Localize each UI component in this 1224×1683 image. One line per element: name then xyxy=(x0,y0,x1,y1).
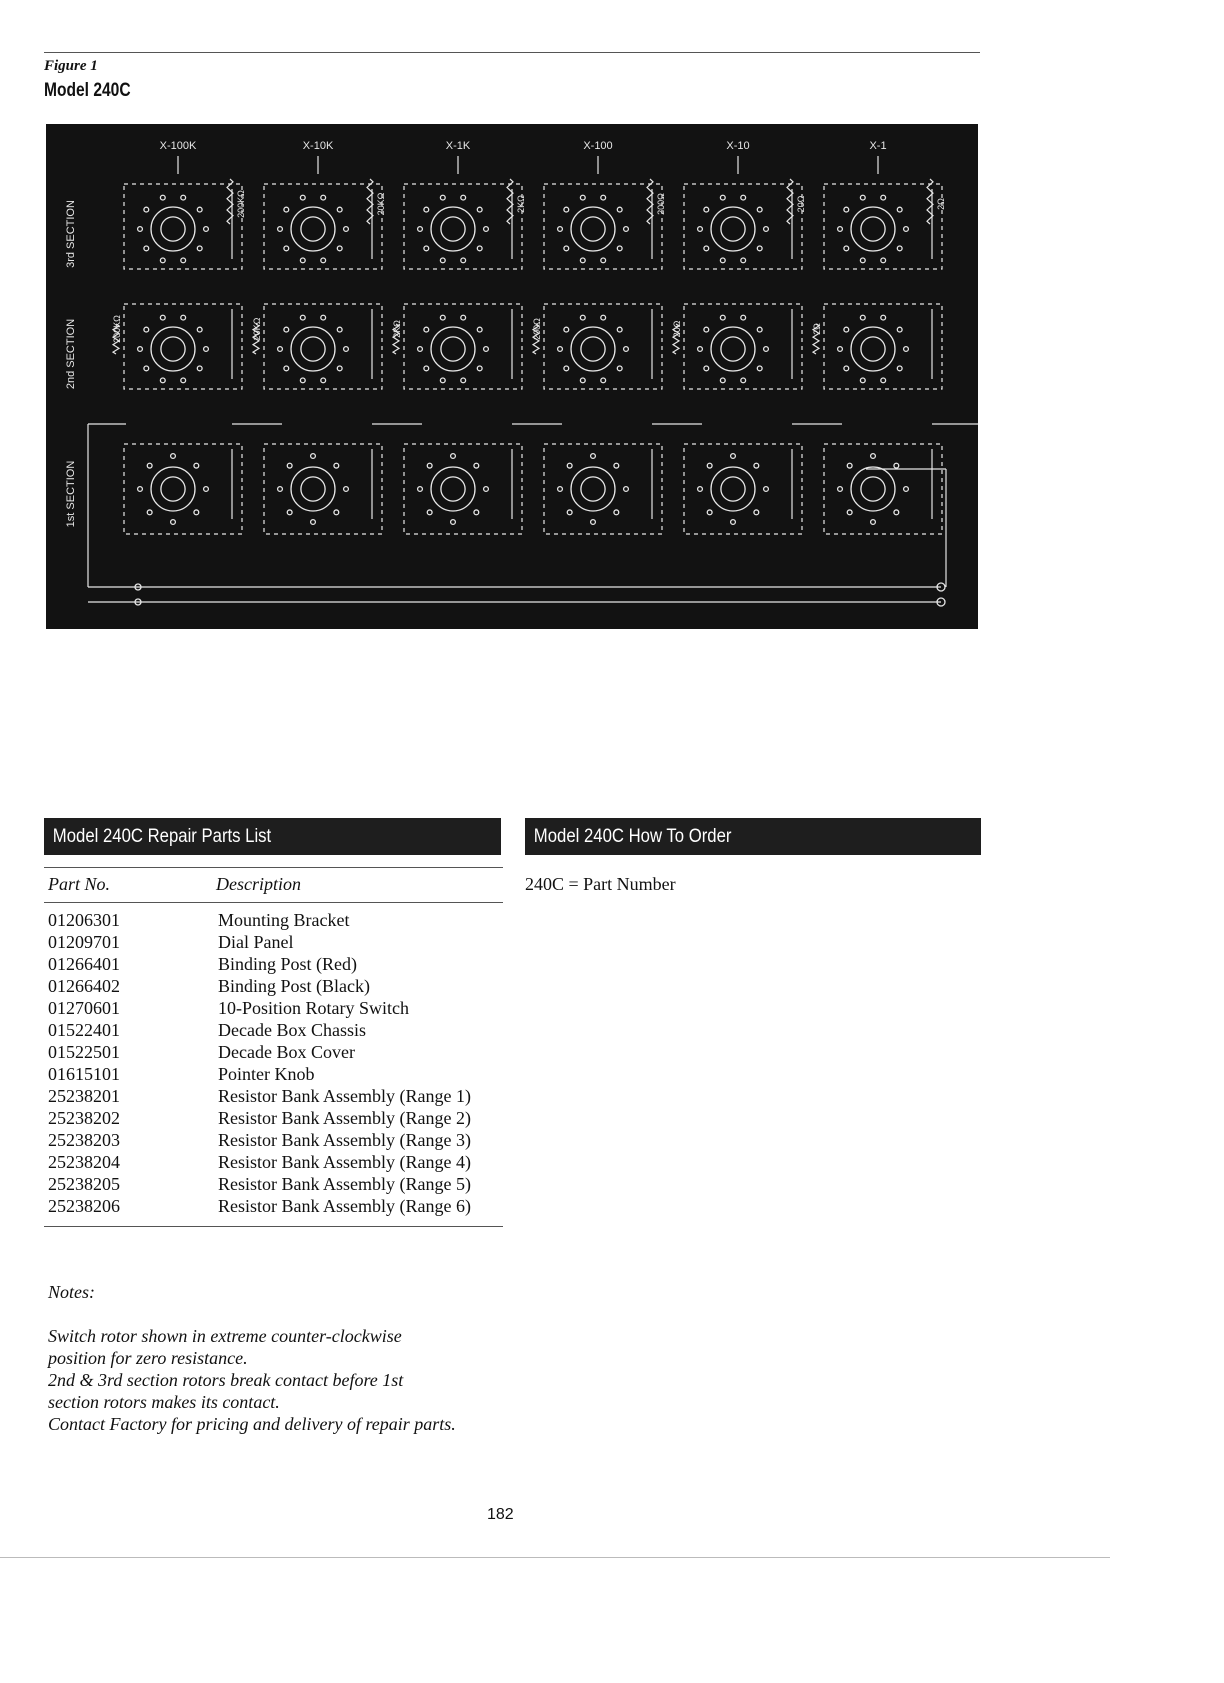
switch-contact xyxy=(617,246,622,251)
section-label: 2nd SECTION xyxy=(65,318,77,390)
switch-contact xyxy=(160,258,165,263)
note-line: position for zero resistance. xyxy=(48,1348,248,1368)
switch-contact xyxy=(321,258,326,263)
switch-contact xyxy=(321,195,326,200)
part-description: Resistor Bank Assembly (Range 6) xyxy=(218,1196,471,1216)
switch-contact xyxy=(197,246,202,251)
switch-contact xyxy=(591,520,596,525)
column-header-part-no: Part No. xyxy=(48,874,111,894)
section-box xyxy=(824,444,942,534)
switch-contact xyxy=(197,366,202,371)
table-row xyxy=(48,931,508,953)
rotor-outer xyxy=(571,327,615,371)
switch-contact xyxy=(477,327,482,332)
switch-contact xyxy=(894,510,899,515)
switch-contact xyxy=(181,258,186,263)
switch-contact xyxy=(278,227,283,232)
switch-contact xyxy=(838,487,843,492)
part-number: 01206301 xyxy=(48,910,120,930)
switch-contact xyxy=(564,366,569,371)
part-number: 25238205 xyxy=(48,1174,120,1194)
switch-contact xyxy=(427,463,432,468)
table-header-rule xyxy=(44,902,503,903)
figure-label: Figure 1 xyxy=(44,58,98,74)
switch-contact xyxy=(614,463,619,468)
part-number: 01270601 xyxy=(48,998,120,1018)
switch-contact xyxy=(757,246,762,251)
switch-contact xyxy=(474,463,479,468)
column-header-description: Description xyxy=(216,874,301,894)
rotor-outer xyxy=(151,207,195,251)
switch-contact xyxy=(601,315,606,320)
switch-contact xyxy=(461,258,466,263)
switch-contact xyxy=(474,510,479,515)
switch-contact xyxy=(844,207,849,212)
switch-contact xyxy=(844,246,849,251)
switch-contact xyxy=(334,510,339,515)
switch-contact xyxy=(440,195,445,200)
section-box xyxy=(264,444,382,534)
switch-contact xyxy=(754,463,759,468)
switch-contact xyxy=(904,227,909,232)
table-row xyxy=(48,1041,508,1063)
switch-contact xyxy=(881,258,886,263)
switch-contact xyxy=(731,520,736,525)
part-number: 01615101 xyxy=(48,1064,120,1084)
resistor-value-label: 20Ω xyxy=(796,195,806,213)
switch-contact xyxy=(337,366,342,371)
rotor-outer xyxy=(431,207,475,251)
switch-contact xyxy=(720,378,725,383)
rotor-outer xyxy=(711,327,755,371)
switch-contact xyxy=(440,258,445,263)
switch-contact xyxy=(757,366,762,371)
table-top-rule xyxy=(44,867,503,868)
switch-contact xyxy=(567,510,572,515)
switch-contact xyxy=(344,347,349,352)
switch-contact xyxy=(344,227,349,232)
decade-label: X-1 xyxy=(869,140,887,152)
table-row xyxy=(48,909,508,931)
decade-label: X-10K xyxy=(302,140,334,152)
switch-contact xyxy=(160,378,165,383)
switch-contact xyxy=(580,195,585,200)
schematic-svg xyxy=(46,124,978,629)
footer-rule xyxy=(0,1557,1110,1558)
part-description: Binding Post (Red) xyxy=(218,954,358,974)
switch-contact xyxy=(181,315,186,320)
switch-contact xyxy=(147,510,152,515)
part-number: 01522501 xyxy=(48,1042,120,1062)
rotor-inner xyxy=(861,477,885,501)
switch-contact xyxy=(337,327,342,332)
part-number: 01266401 xyxy=(48,954,120,974)
part-description: 10-Position Rotary Switch xyxy=(218,998,410,1018)
decade-label: X-100 xyxy=(583,140,613,152)
switch-contact xyxy=(720,195,725,200)
switch-contact xyxy=(321,315,326,320)
resistor-value-label: 200Ω xyxy=(656,193,666,215)
switch-contact xyxy=(567,463,572,468)
switch-contact xyxy=(580,258,585,263)
part-description: Dial Panel xyxy=(218,932,294,952)
section-box xyxy=(124,444,242,534)
note-line: 2nd & 3rd section rotors break contact before 1st xyxy=(48,1370,404,1390)
switch-contact xyxy=(754,510,759,515)
resistor-value-label: 200KΩ xyxy=(236,190,246,218)
switch-contact xyxy=(337,246,342,251)
rotor-outer xyxy=(151,467,195,511)
switch-contact xyxy=(624,347,629,352)
table-row xyxy=(48,1173,508,1195)
section-box xyxy=(544,444,662,534)
switch-contact xyxy=(881,315,886,320)
switch-contact xyxy=(847,463,852,468)
switch-contact xyxy=(204,487,209,492)
switch-contact xyxy=(300,258,305,263)
rotor-outer xyxy=(851,467,895,511)
rotor-inner xyxy=(161,337,185,361)
switch-contact xyxy=(844,366,849,371)
rotor-inner xyxy=(161,217,185,241)
rotor-outer xyxy=(571,467,615,511)
rotor-inner xyxy=(721,337,745,361)
rotor-inner xyxy=(441,217,465,241)
switch-contact xyxy=(558,227,563,232)
rotor-inner xyxy=(721,217,745,241)
switch-contact xyxy=(580,315,585,320)
part-number: 25238203 xyxy=(48,1130,120,1150)
switch-contact xyxy=(451,520,456,525)
switch-contact xyxy=(897,207,902,212)
switch-contact xyxy=(344,487,349,492)
switch-contact xyxy=(171,454,176,459)
switch-contact xyxy=(427,510,432,515)
switch-contact xyxy=(698,227,703,232)
switch-contact xyxy=(278,487,283,492)
table-row xyxy=(48,1085,508,1107)
switch-contact xyxy=(144,207,149,212)
parts-list-title: Model 240C Repair Parts List xyxy=(52,826,272,847)
switch-contact xyxy=(181,378,186,383)
switch-contact xyxy=(484,347,489,352)
decade-label: X-1K xyxy=(445,140,471,152)
switch-contact xyxy=(704,246,709,251)
rotor-inner xyxy=(441,477,465,501)
rotor-outer xyxy=(291,327,335,371)
switch-contact xyxy=(144,246,149,251)
switch-contact xyxy=(477,246,482,251)
switch-contact xyxy=(860,195,865,200)
part-number: 01209701 xyxy=(48,932,120,952)
rotor-inner xyxy=(301,477,325,501)
note-line: Switch rotor shown in extreme counter-clockwise xyxy=(48,1326,402,1346)
rotor-outer xyxy=(851,207,895,251)
part-description: Resistor Bank Assembly (Range 5) xyxy=(218,1174,471,1194)
switch-contact xyxy=(704,366,709,371)
switch-contact xyxy=(764,487,769,492)
switch-contact xyxy=(860,258,865,263)
how-to-order-title: Model 240C How To Order xyxy=(533,826,732,847)
switch-contact xyxy=(300,315,305,320)
section-box xyxy=(404,444,522,534)
switch-contact xyxy=(591,454,596,459)
switch-contact xyxy=(194,510,199,515)
switch-contact xyxy=(440,315,445,320)
switch-contact xyxy=(904,347,909,352)
switch-contact xyxy=(624,487,629,492)
part-description: Mounting Bracket xyxy=(218,910,350,930)
switch-contact xyxy=(564,327,569,332)
switch-contact xyxy=(707,510,712,515)
switch-contact xyxy=(484,227,489,232)
part-number: 25238206 xyxy=(48,1196,120,1216)
switch-contact xyxy=(731,454,736,459)
schematic-diagram xyxy=(46,124,978,629)
switch-contact xyxy=(418,487,423,492)
switch-contact xyxy=(418,227,423,232)
section-label: 1st SECTION xyxy=(65,460,77,528)
resistor-value-label: 2KΩ xyxy=(392,320,402,338)
part-number: 25238201 xyxy=(48,1086,120,1106)
switch-contact xyxy=(601,258,606,263)
switch-contact xyxy=(461,195,466,200)
note-line: section rotors makes its contact. xyxy=(48,1392,280,1412)
part-description: Pointer Knob xyxy=(218,1064,315,1084)
rotor-outer xyxy=(291,207,335,251)
switch-contact xyxy=(284,327,289,332)
switch-contact xyxy=(897,327,902,332)
switch-contact xyxy=(757,327,762,332)
switch-contact xyxy=(138,227,143,232)
resistor-value-label: 2KΩ xyxy=(516,195,526,213)
rotor-inner xyxy=(581,337,605,361)
switch-contact xyxy=(904,487,909,492)
switch-contact xyxy=(601,378,606,383)
part-number: 25238204 xyxy=(48,1152,120,1172)
rotor-outer xyxy=(431,327,475,371)
switch-contact xyxy=(580,378,585,383)
part-description: Decade Box Chassis xyxy=(218,1020,366,1040)
switch-contact xyxy=(757,207,762,212)
switch-contact xyxy=(617,207,622,212)
switch-contact xyxy=(300,195,305,200)
switch-contact xyxy=(741,315,746,320)
switch-contact xyxy=(881,195,886,200)
rotor-inner xyxy=(301,217,325,241)
switch-contact xyxy=(334,463,339,468)
table-row xyxy=(48,1195,508,1217)
how-to-order-header-bar xyxy=(525,818,981,855)
model-title: Model 240C xyxy=(44,80,131,101)
part-description: Binding Post (Black) xyxy=(218,976,370,996)
switch-contact xyxy=(144,327,149,332)
how-to-order-text: 240C = Part Number xyxy=(525,874,676,894)
section-label: 3rd SECTION xyxy=(65,200,77,268)
section-box xyxy=(684,444,802,534)
switch-contact xyxy=(720,258,725,263)
decade-label: X-10 xyxy=(726,140,750,152)
switch-contact xyxy=(764,227,769,232)
switch-contact xyxy=(337,207,342,212)
resistor-value-label: 200KΩ xyxy=(112,315,122,343)
rotor-inner xyxy=(441,337,465,361)
rotor-outer xyxy=(851,327,895,371)
switch-contact xyxy=(838,227,843,232)
switch-contact xyxy=(424,246,429,251)
rotor-inner xyxy=(721,477,745,501)
rotor-outer xyxy=(571,207,615,251)
switch-contact xyxy=(838,347,843,352)
switch-contact xyxy=(284,207,289,212)
switch-contact xyxy=(144,366,149,371)
switch-contact xyxy=(204,227,209,232)
switch-contact xyxy=(424,327,429,332)
switch-contact xyxy=(321,378,326,383)
rotor-inner xyxy=(861,217,885,241)
switch-contact xyxy=(424,207,429,212)
switch-contact xyxy=(204,347,209,352)
switch-contact xyxy=(147,463,152,468)
switch-contact xyxy=(287,510,292,515)
switch-contact xyxy=(461,315,466,320)
switch-contact xyxy=(160,195,165,200)
switch-contact xyxy=(181,195,186,200)
switch-contact xyxy=(764,347,769,352)
rotor-inner xyxy=(581,477,605,501)
switch-contact xyxy=(424,366,429,371)
decade-label: X-100K xyxy=(159,140,197,152)
table-row xyxy=(48,1063,508,1085)
switch-contact xyxy=(704,327,709,332)
part-description: Resistor Bank Assembly (Range 3) xyxy=(218,1130,471,1150)
part-description: Resistor Bank Assembly (Range 4) xyxy=(218,1152,471,1172)
parts-list-header-bar xyxy=(44,818,501,855)
rotor-inner xyxy=(861,337,885,361)
part-description: Decade Box Cover xyxy=(218,1042,355,1062)
part-description: Resistor Bank Assembly (Range 2) xyxy=(218,1108,471,1128)
switch-contact xyxy=(871,454,876,459)
switch-contact xyxy=(881,378,886,383)
switch-contact xyxy=(311,520,316,525)
switch-contact xyxy=(300,378,305,383)
switch-contact xyxy=(741,195,746,200)
switch-contact xyxy=(698,347,703,352)
switch-contact xyxy=(451,454,456,459)
switch-contact xyxy=(197,327,202,332)
switch-contact xyxy=(311,454,316,459)
switch-contact xyxy=(160,315,165,320)
note-line: Contact Factory for pricing and delivery of repair parts. xyxy=(48,1414,456,1434)
part-number: 01522401 xyxy=(48,1020,120,1040)
switch-contact xyxy=(558,347,563,352)
switch-contact xyxy=(171,520,176,525)
switch-contact xyxy=(418,347,423,352)
switch-contact xyxy=(894,463,899,468)
resistor-value-label: 20KΩ xyxy=(376,192,386,216)
switch-contact xyxy=(844,327,849,332)
switch-contact xyxy=(278,347,283,352)
resistor-value-label: 200Ω xyxy=(532,318,542,340)
part-number: 25238202 xyxy=(48,1108,120,1128)
rotor-outer xyxy=(431,467,475,511)
part-description: Resistor Bank Assembly (Range 1) xyxy=(218,1086,471,1106)
switch-contact xyxy=(440,378,445,383)
rotor-inner xyxy=(581,217,605,241)
switch-contact xyxy=(194,463,199,468)
rotor-outer xyxy=(711,467,755,511)
switch-contact xyxy=(564,246,569,251)
switch-contact xyxy=(707,463,712,468)
table-row xyxy=(48,1107,508,1129)
switch-contact xyxy=(461,378,466,383)
switch-contact xyxy=(601,195,606,200)
switch-contact xyxy=(624,227,629,232)
rotor-inner xyxy=(161,477,185,501)
switch-contact xyxy=(897,366,902,371)
table-row xyxy=(48,1151,508,1173)
table-row xyxy=(48,1129,508,1151)
resistor-value-label: 2Ω xyxy=(936,198,946,210)
resistor-value-label: 2Ω xyxy=(812,323,822,335)
switch-contact xyxy=(871,520,876,525)
switch-contact xyxy=(741,378,746,383)
switch-contact xyxy=(704,207,709,212)
switch-contact xyxy=(617,366,622,371)
parts-table-body xyxy=(48,909,508,1217)
rotor-inner xyxy=(301,337,325,361)
page-number: 182 xyxy=(487,1506,514,1523)
table-row xyxy=(48,997,508,1019)
switch-contact xyxy=(484,487,489,492)
resistor-value-label: 20Ω xyxy=(672,320,682,338)
switch-contact xyxy=(617,327,622,332)
rotor-outer xyxy=(151,327,195,371)
switch-contact xyxy=(477,207,482,212)
switch-contact xyxy=(860,378,865,383)
switch-contact xyxy=(477,366,482,371)
switch-contact xyxy=(138,487,143,492)
table-row xyxy=(48,975,508,997)
switch-contact xyxy=(741,258,746,263)
switch-contact xyxy=(720,315,725,320)
part-number: 01266402 xyxy=(48,976,120,996)
table-row xyxy=(48,1019,508,1041)
top-rule xyxy=(44,52,980,53)
switch-contact xyxy=(284,366,289,371)
rotor-outer xyxy=(291,467,335,511)
notes-label: Notes: xyxy=(48,1282,95,1302)
switch-contact xyxy=(564,207,569,212)
switch-contact xyxy=(847,510,852,515)
switch-contact xyxy=(614,510,619,515)
rotor-outer xyxy=(711,207,755,251)
switch-contact xyxy=(287,463,292,468)
switch-contact xyxy=(138,347,143,352)
switch-contact xyxy=(558,487,563,492)
switch-contact xyxy=(284,246,289,251)
switch-contact xyxy=(698,487,703,492)
table-bottom-rule xyxy=(44,1226,503,1227)
notes-body xyxy=(48,1325,528,1435)
switch-contact xyxy=(897,246,902,251)
switch-contact xyxy=(197,207,202,212)
table-row xyxy=(48,953,508,975)
switch-contact xyxy=(860,315,865,320)
resistor-value-label: 20KΩ xyxy=(252,317,262,341)
